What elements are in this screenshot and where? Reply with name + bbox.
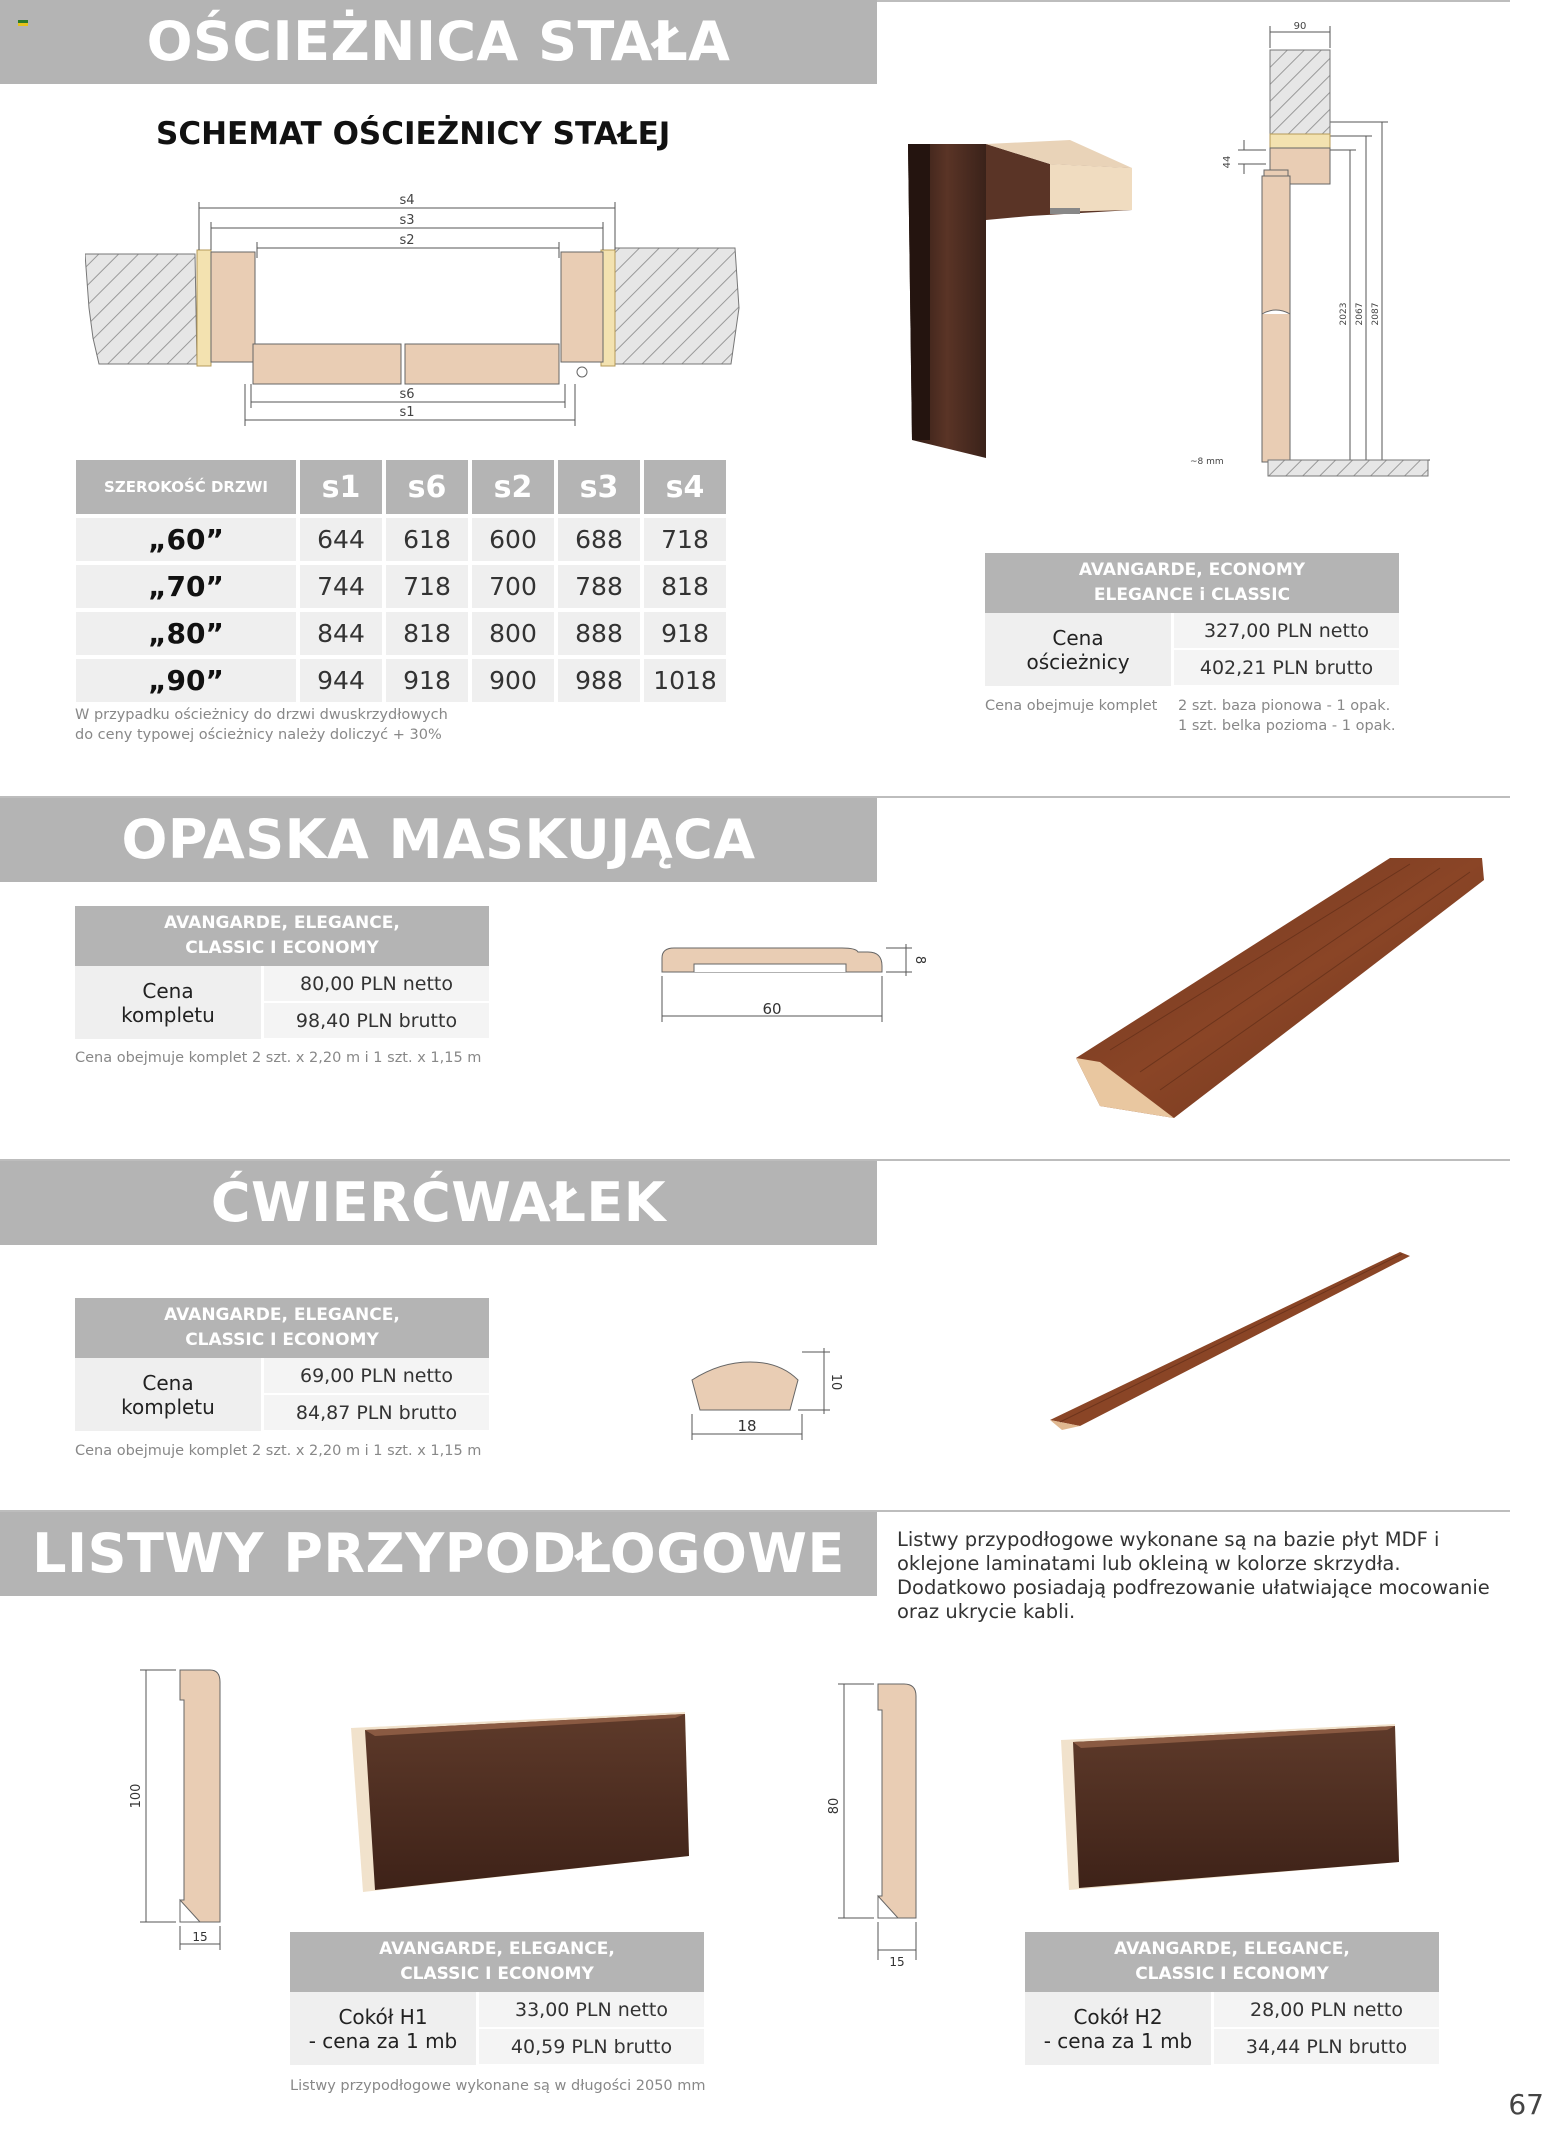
table-cell: 944 [300,659,382,702]
h1-photo [345,1708,695,1894]
profile-label-top: 90 [1293,21,1307,32]
header-line: AVANGARDE, ECONOMY [1078,560,1306,580]
dim-label-s6: s6 [399,387,415,402]
cwiercwalek-photo [1040,1240,1420,1440]
kit-label: Cena obejmuje komplet [985,698,1158,714]
door-leaf-right [405,344,559,384]
cwiercwalek-price-table [75,1298,489,1432]
cwiercwalek-profile-diagram [680,1340,860,1450]
h2-profile-diagram [820,1670,940,1970]
table-header-cell: s4 [644,460,726,514]
table-cell: 600 [472,518,554,561]
price-label-line: Cokół H1 [338,2004,428,2029]
table-cell: „90” [76,659,296,702]
table-cell: 1018 [644,659,726,702]
table-cell: 718 [644,518,726,561]
table-row [76,612,726,655]
price-table-header [985,553,1399,613]
page-number: 67 [1508,2088,1544,2121]
listwy-description: Listwy przypodłogowe wykonane są na bazie płyt MDF i oklejone laminatami lub okleiną w kolorze skrzydła. Dodatkowo posiadają podfrezowanie ułatwiające mocowanie oraz ukrycie kabli. [897,1528,1490,1623]
price-label [290,1992,478,2065]
table-cell: 900 [472,659,554,702]
table-row [76,659,726,702]
listwy-note: Listwy przypodłogowe wykonane są w długości 2050 mm [290,2078,706,2094]
header-line: CLASSIC I ECONOMY [185,938,379,958]
frame-cross-section-diagram [85,188,745,428]
price-label-line: Cena [142,1370,194,1395]
table-cell: 818 [644,565,726,608]
price-brutto: 40,59 PLN brutto [478,2028,705,2065]
table-cell: 800 [472,612,554,655]
header-line: CLASSIC I ECONOMY [400,1964,594,1984]
header-line: AVANGARDE, ELEGANCE, [164,913,400,933]
table-cell: „70” [76,565,296,608]
table-row [76,518,726,561]
note-line: 2 szt. baza pionowa - 1 opak. [1178,698,1391,714]
header-line: AVANGARDE, ELEGANCE, [379,1939,615,1959]
door-frame-photo [900,140,1140,470]
table-cell: 700 [472,565,554,608]
price-netto: 28,00 PLN netto [1213,1992,1440,2028]
left-wall [85,254,197,364]
price-label-line: Cena [142,978,194,1003]
price-label [1025,1992,1213,2065]
dim-label-s1: s1 [399,405,415,420]
table-cell: 688 [558,518,640,561]
price-brutto: 402,21 PLN brutto [1173,649,1400,686]
price-table-header [1025,1932,1439,1992]
profile-label-gap: 44 [1222,155,1233,169]
price-netto: 33,00 PLN netto [478,1992,705,2028]
door-leaf-left [253,344,401,384]
price-table-header [75,1298,489,1358]
price-table-header [290,1932,704,1992]
table-cell: 818 [386,612,468,655]
opaska-dim-height: 8 [912,955,927,965]
dim-label-s2: s2 [399,233,415,248]
price-label-line: - cena za 1 mb [308,2028,458,2053]
table-header-row [76,460,726,514]
table-cell: 718 [386,565,468,608]
h2-photo [1055,1716,1405,1892]
section-title-oscieznica: OŚCIEŻNICA STAŁA [0,0,877,84]
h2-price-table [1025,1932,1439,2066]
dim-label-s4: s4 [399,193,415,208]
h1-price-table [290,1932,704,2066]
price-brutto: 34,44 PLN brutto [1213,2028,1440,2065]
table-cell: 644 [300,518,382,561]
kit-contents [1178,696,1396,736]
header-line: CLASSIC I ECONOMY [185,1330,379,1350]
price-label-line: Cena [1052,625,1104,650]
table-cell: 788 [558,565,640,608]
price-label [75,1358,263,1431]
price-label [75,966,263,1039]
table-cell: 918 [644,612,726,655]
header-line: ELEGANCE i CLASSIC [1093,585,1291,605]
table-cell: 988 [558,659,640,702]
profile-label-h2: 2067 [1355,302,1365,326]
price-brutto: 84,87 PLN brutto [263,1394,490,1431]
section-title-opaska: OPASKA MASKUJĄCA [0,798,877,882]
frame-price-table [985,553,1399,687]
table-header-cell: SZEROKOŚĆ DRZWI [76,460,296,514]
opaska-profile-diagram [650,930,930,1030]
opaska-note: Cena obejmuje komplet 2 szt. x 2,20 m i 1 szt. x 1,15 m [75,1050,482,1066]
price-table-header [75,906,489,966]
table-header-cell: s2 [472,460,554,514]
h1-profile-diagram [120,1660,240,1960]
price-netto: 69,00 PLN netto [263,1358,490,1394]
h2-dim-width: 15 [889,1955,905,1969]
cwiercwalek-dim-height: 10 [828,1373,843,1391]
right-wall [615,248,739,364]
note-line: 1 szt. belka pozioma - 1 opak. [1178,718,1396,734]
header-line: AVANGARDE, ELEGANCE, [1114,1939,1350,1959]
price-netto: 327,00 PLN netto [1173,613,1400,649]
note-line: do ceny typowej ościeżnicy należy doliczyć + 30% [75,727,442,743]
table-header-cell: s1 [300,460,382,514]
table-cell: „60” [76,518,296,561]
cwiercwalek-note: Cena obejmuje komplet 2 szt. x 2,20 m i 1 szt. x 1,15 m [75,1443,482,1459]
profile-label-h3: 2087 [1371,302,1381,326]
dim-label-s3: s3 [399,213,415,228]
table-cell: „80” [76,612,296,655]
right-jamb [561,252,603,362]
table-row [76,565,726,608]
price-netto: 80,00 PLN netto [263,966,490,1002]
profile-label-h1: 2023 [1339,302,1349,326]
price-label-line: - cena za 1 mb [1043,2028,1193,2053]
double-door-note [75,705,448,745]
table-cell: 618 [386,518,468,561]
table-cell: 844 [300,612,382,655]
note-line: W przypadku ościeżnicy do drzwi dwuskrzydłowych [75,707,448,723]
price-label-line: kompletu [121,1002,215,1027]
price-brutto: 98,40 PLN brutto [263,1002,490,1039]
left-foam [197,250,211,366]
frame-dimensions-table [72,456,730,706]
diagram-subtitle: SCHEMAT OŚCIEŻNICY STAŁEJ [156,116,671,152]
opaska-photo [1070,850,1490,1130]
section-title-listwy: LISTWY PRZYPODŁOGOWE [0,1512,877,1596]
flag-icon [18,20,28,28]
cwiercwalek-dim-width: 18 [737,1417,757,1435]
left-jamb [211,252,255,362]
header-line: AVANGARDE, ELEGANCE, [164,1305,400,1325]
opaska-dim-width: 60 [762,1000,782,1018]
table-cell: 918 [386,659,468,702]
h1-dim-height: 100 [129,1783,144,1809]
price-label-line: Cokół H2 [1073,2004,1163,2029]
table-header-cell: s3 [558,460,640,514]
h2-dim-height: 80 [827,1797,842,1815]
header-line: CLASSIC I ECONOMY [1135,1964,1329,1984]
price-label [985,613,1173,686]
table-cell: 744 [300,565,382,608]
table-header-cell: s6 [386,460,468,514]
price-label-line: ościeżnicy [1026,649,1130,674]
opaska-price-table [75,906,489,1040]
frame-profile-diagram [1170,14,1440,494]
price-label-line: kompletu [121,1394,215,1419]
table-cell: 888 [558,612,640,655]
h1-dim-width: 15 [192,1930,208,1944]
profile-label-floor: ~8 mm [1190,457,1224,467]
section-title-cwiercwalek: ĆWIERĆWAŁEK [0,1161,877,1245]
